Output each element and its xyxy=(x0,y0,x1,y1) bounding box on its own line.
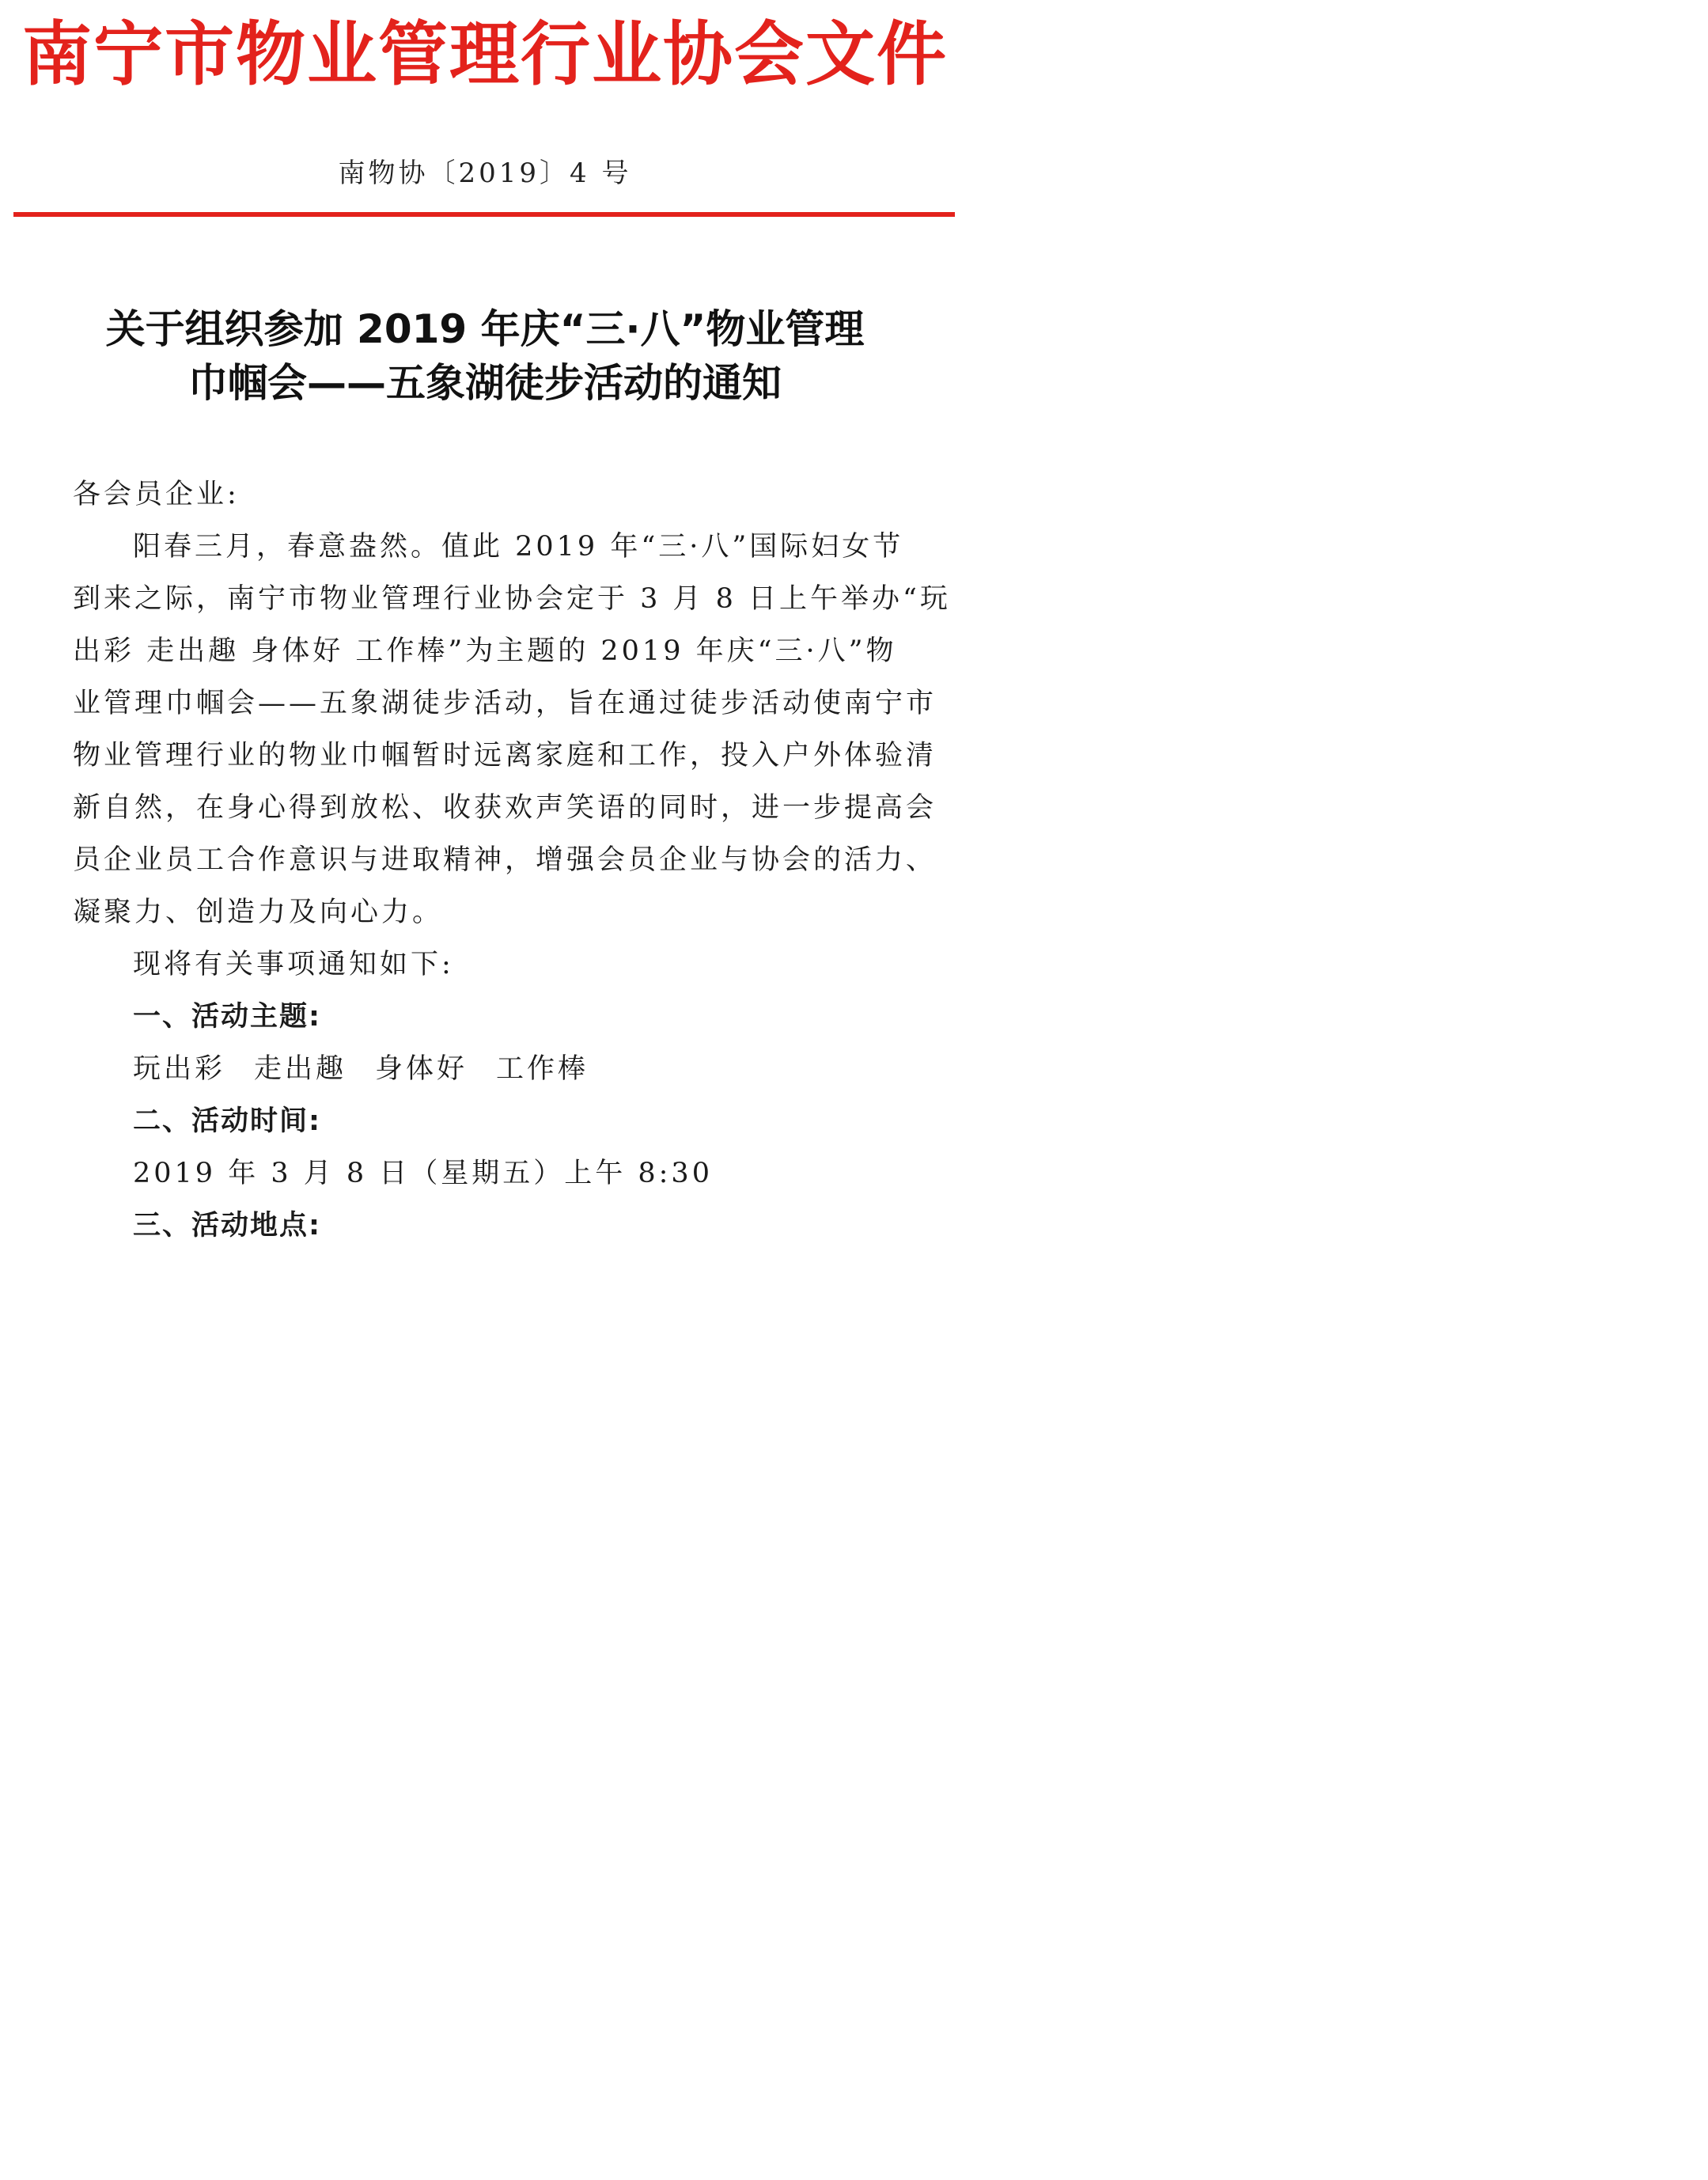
section-heading-time: 二、活动时间: xyxy=(133,1105,321,1137)
title-line-2: 巾帼会——五象湖徒步活动的通知 xyxy=(188,360,782,406)
notice-title xyxy=(47,302,922,410)
section-heading-theme: 一、活动主题: xyxy=(133,1001,321,1033)
salutation: 各会员企业: xyxy=(73,479,240,510)
document-number: 南物协〔2019〕4 号 xyxy=(338,157,632,189)
paragraph-line: 新自然，在身心得到放松、收获欢声笑语的同时，进一步提高会 xyxy=(73,792,937,824)
notice-intro: 现将有关事项通知如下: xyxy=(133,949,454,980)
theme-item: 身体好 xyxy=(375,1053,468,1085)
paragraph-line: 业管理巾帼会——五象湖徒步活动，旨在通过徒步活动使南宁市 xyxy=(73,688,937,719)
paragraph-line: 物业管理行业的物业巾帼暂时远离家庭和工作，投入户外体验清 xyxy=(73,740,937,772)
paragraph-line: 到来之际，南宁市物业管理行业协会定于 3 月 8 日上午举办“玩 xyxy=(73,583,951,615)
paragraph-line: 凝聚力、创造力及向心力。 xyxy=(73,897,444,928)
paragraph-line: 员企业员工合作意识与进取精神，增强会员企业与协会的活力、 xyxy=(73,844,937,876)
paragraph-line: 出彩 走出趣 身体好 工作棒”为主题的 2019 年庆“三·八”物 xyxy=(73,635,897,667)
section-heading-location: 三、活动地点: xyxy=(133,1210,321,1242)
paragraph-line: 阳春三月，春意盎然。值此 2019 年“三·八”国际妇女节 xyxy=(133,531,904,563)
activity-time: 2019 年 3 月 8 日（星期五）上午 8:30 xyxy=(133,1158,713,1189)
masthead-title: 南宁市物业管理行业协会文件 xyxy=(21,13,948,95)
document-body xyxy=(73,468,951,1252)
theme-item: 工作棒 xyxy=(496,1053,589,1085)
red-divider xyxy=(13,212,955,217)
theme-item: 走出趣 xyxy=(254,1053,347,1085)
theme-item: 玩出彩 xyxy=(133,1053,226,1085)
title-line-1: 关于组织参加 2019 年庆“三·八”物业管理 xyxy=(105,306,865,352)
theme-items xyxy=(73,1043,913,1095)
